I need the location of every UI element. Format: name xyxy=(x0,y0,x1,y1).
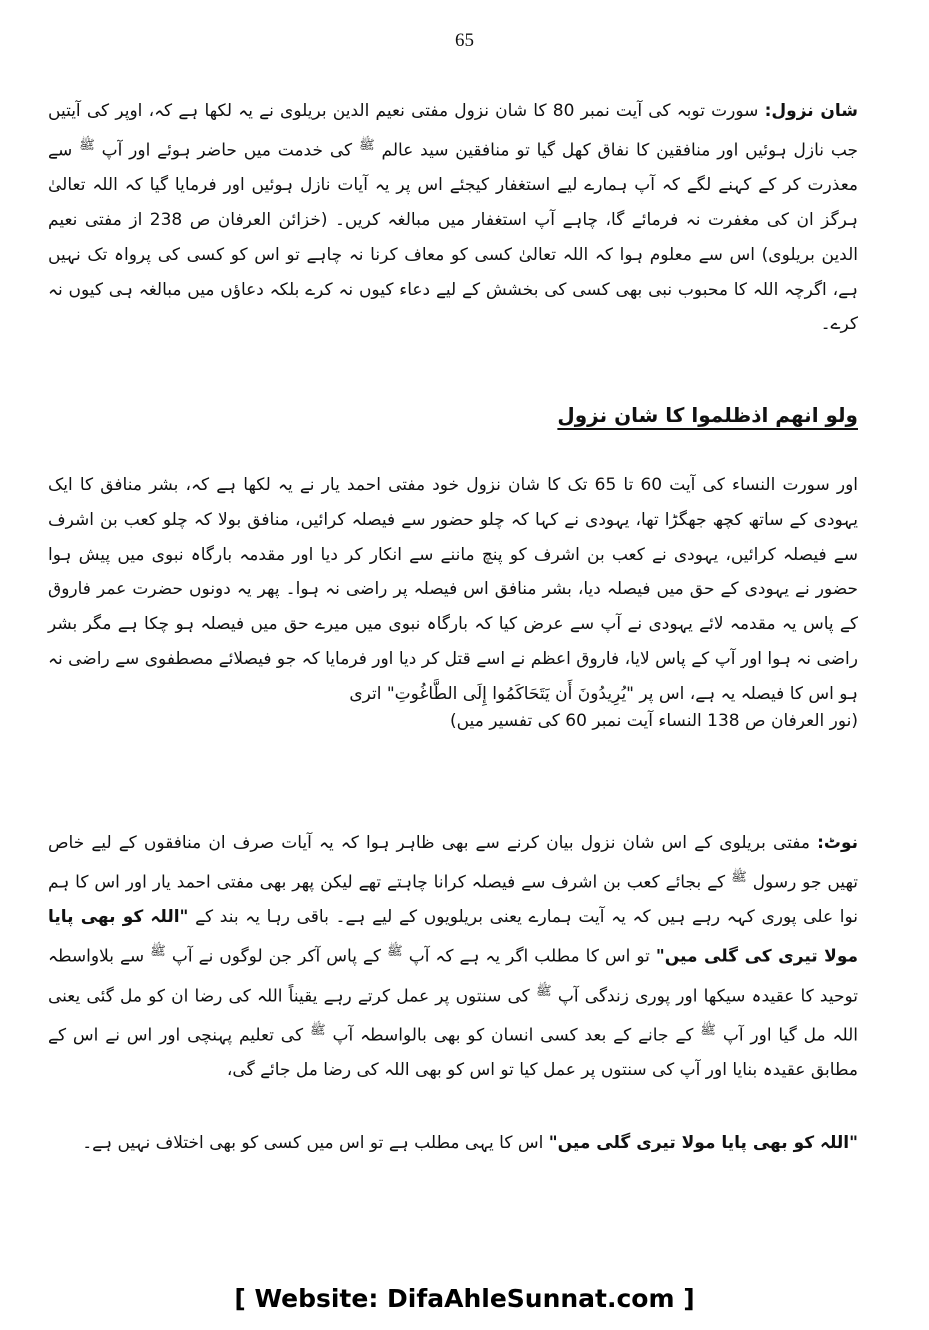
bold-phrase: "اللہ کو بھی پایا مولا تیری کی گلی میں" xyxy=(48,907,859,967)
paragraph-text: سے معذرت کر کے کہنے لگے کہ آپ ہمارے لیے استغفار کیجئے اس پر یہ آیات نازل ہوئیں اور فرمایا گیا کہ اللہ تعالیٰ ہرگز ان کی مغفرت نہ فرمائے گا، چاہے آپ استغفار میں مبالغہ کریں۔ (خزائن العرفان ص 238 از مفتی نعیم الدین بریلوی) اس سے معلوم ہوا کہ اللہ تعالیٰ کسی کو معاف کرنا نہ چاہے تو اس کو کسی کی پرواہ تک نہیں ہے، اگرچہ اللہ کا محبوب نبی بھی کسی کی بخشش کے لیے دعاء کیوں نہ کرے بلکہ دعاؤں میں مبالغہ ہی کیوں نہ کرے۔ xyxy=(48,140,858,335)
paragraph-text: سورت توبہ کی آیت نمبر 80 کا شان نزول مفتی نعیم الدین بریلوی نے یہ لکھا ہے کہ، اوپر کی آیتیں جب نازل ہوئیں اور منافقین کا نفاق کھل گیا تو منافقین سید عالم xyxy=(48,101,859,161)
closing-line xyxy=(48,1126,858,1161)
salutation-glyph: ﷺ xyxy=(150,944,166,960)
bold-phrase: "اللہ کو بھی پایا مولا تیری گلی میں" xyxy=(548,1133,858,1153)
paragraph-text: کے پاس آکر جن لوگوں نے آپ xyxy=(171,946,381,967)
salutation-glyph: ﷺ xyxy=(535,983,552,999)
paragraph-text: کی تعلیم پہنچی اور اس نے اس کے مطابق عقیدہ بنایا اور آپ کی سنتوں پر عمل کیا تو اس کو بھی اللہ کی رضا مل جائے گی، xyxy=(48,1025,858,1081)
section-heading xyxy=(48,398,858,432)
salutation-glyph: ﷺ xyxy=(309,1022,326,1038)
paragraph-text: مفتی بریلوی کے اس شان نزول بیان کرنے سے بھی ظاہر ہوا کہ یہ آیات صرف ان منافقوں کے لیے خاص تھیں جو رسول xyxy=(48,833,859,893)
paragraph-shan-e-nuzool-nisa xyxy=(48,468,858,712)
citation-reference: (نور العرفان ص 138 النساء آیت نمبر 60 کی تفسیر میں) xyxy=(449,711,858,731)
paragraph-text: کی خدمت میں حاضر ہوئے اور آپ xyxy=(101,140,353,161)
paragraph-shan-e-nuzool-tauba xyxy=(48,94,858,342)
paragraph-note xyxy=(48,826,858,1088)
page-number: 65 xyxy=(455,30,474,51)
paragraph-text: اتری xyxy=(349,683,382,704)
salutation-glyph: ﷺ xyxy=(386,944,403,960)
paragraph-text: سے بلاواسطہ توحید کا عقیدہ سیکھا اور پوری زندگی آپ xyxy=(48,946,859,1007)
paragraph-lead: نوٹ: xyxy=(817,833,858,853)
paragraph-lead: شان نزول: xyxy=(764,101,859,121)
salutation-glyph: ﷺ xyxy=(731,869,747,885)
salutation-glyph: ﷺ xyxy=(79,137,95,153)
section-heading-text: ولو انھم اذظلموا کا شان نزول xyxy=(557,403,858,427)
paragraph-text: کے جانے کے بعد کسی انسان کو بھی بالواسطہ آپ xyxy=(332,1025,694,1046)
paragraph-text: اس کا یہی مطلب ہے تو اس میں کسی کو بھی اختلاف نہیں ہے۔ xyxy=(82,1133,544,1153)
salutation-glyph: ﷺ xyxy=(700,1022,716,1038)
website-footer: [ Website: DifaAhleSunnat.com ] xyxy=(234,1284,695,1313)
paragraph-text: اور سورت النساء کی آیت 60 تا 65 تک کا شان نزول خود مفتی احمد یار نے یہ لکھا ہے کہ، بشر منافق کا ایک یہودی کے ساتھ کچھ جھگڑا تھا، یہودی نے کہا کہ چلو حضور سے فیصلہ کرائیں، منافق بولا کہ چلو کعب بن اشرف سے فیصلہ کرائیں، یہودی نے کعب بن اشرف کو پنچ ماننے سے انکار کر دیا اور مقدمہ بارگاہ نبوی میں پیش ہوا حضور نے یہودی کے حق میں فیصلہ دیا، بشر منافق اس فیصلہ پر راضی نہ ہوا۔ پھر یہ دونوں حضرت عمر فاروق کے پاس یہ مقدمہ لائے یہودی نے آپ سے عرض کیا کہ بارگاہ نبوی میں میرے حق میں فیصلہ ہو چکا ہے مگر بشر راضی نہ ہوا اور آپ کے پاس لایا، فاروق اعظم نے اسے قتل کر دیا اور فرمایا کہ جو فیصلائے مصطفوی سے راضی نہ ہو اس کا فیصلہ یہ ہے، اس پر xyxy=(48,475,858,704)
paragraph-text: تو اس کا مطلب اگر یہ ہے کہ آپ xyxy=(408,946,650,967)
paragraph-text: کے بجائے کعب بن اشرف سے فیصلہ کرانا چاہتے تھے لیکن پھر بھی مفتی احمد یار اور اس کا ہم نوا علی پوری کہہ رہے ہیں کہ یہ آیت ہمارے یعنی بریلویوں کے لیے ہے۔ باقی رہا یہ بند کے xyxy=(48,872,858,928)
salutation-glyph: ﷺ xyxy=(358,137,375,153)
quranic-quote: "يُرِيدُونَ أَن يَتَحَاكَمُوا إِلَى الطَّاغُوتِ" xyxy=(386,683,634,704)
paragraph-text: کی سنتوں پر عمل کرتے رہے یقیناً اللہ کی رضا ان کو مل گئی یعنی اللہ مل گیا اور آپ xyxy=(48,986,859,1046)
